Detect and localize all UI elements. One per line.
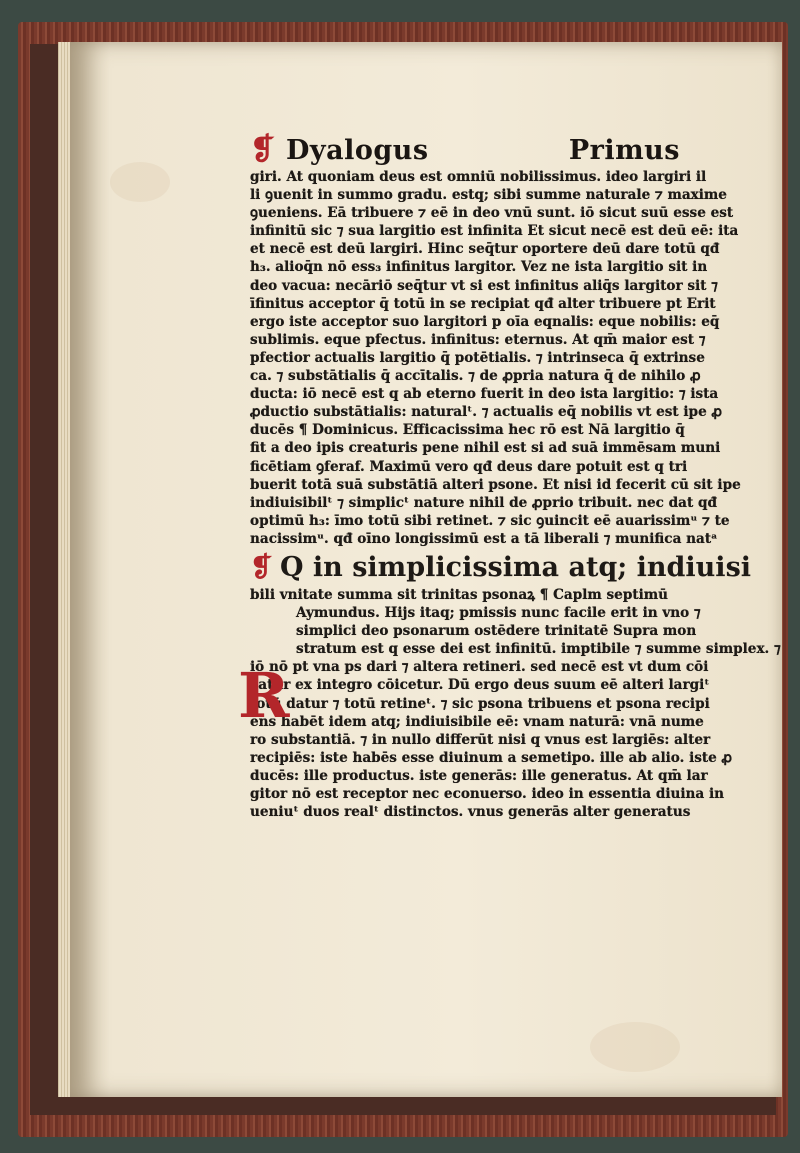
text-line: ens habēt idem atq; indiuisibile eē: vnam naturā: vnā nume [250, 713, 704, 730]
body-lines [250, 168, 741, 548]
text-line: ꝯueniens. Eā tribuere ⁊ eē in deo vnū sunt. iō sicut suū esse est [250, 205, 734, 222]
text-block [250, 132, 781, 821]
header-right: Primus [568, 135, 680, 166]
text-line: nacissimᵘ. qđ oīno longissimū est a tā liberali ⁊ munifica natᵃ [250, 530, 718, 547]
text-line: infinitū sic ⁊ sua largitio est infinita Et sicut necē est deū eē: ita [250, 223, 739, 240]
text-line: li ꝯuenit in summo gradu. estq; sibi summe naturale ⁊ maxime [250, 187, 727, 204]
text-line: fit a deo ipis creaturis pene nihil est si ad suā immēsam muni [250, 440, 721, 457]
text-line: optimū h₃: īmo totū sibi retinet. ⁊ sic ꝯuincit eē auarissimᵘ ⁊ te [250, 512, 730, 529]
dropcap-initial: R [238, 659, 290, 732]
text-line: ducta: iō necē est q ab eterno fuerit in deo ista largitio: ⁊ ista [250, 386, 719, 403]
paragraph-mark-icon: ❡ [250, 132, 276, 167]
running-header [250, 132, 710, 166]
foxing-stain [110, 162, 170, 202]
text-line: bili vnitate summa sit trinitas psonaꝝ ¶ Caplm septimū [250, 586, 669, 603]
text-line: ro substantiā. ⁊ in nullo differūt nisi q vnus est largiēs: alter [250, 731, 711, 748]
lower-lines [250, 586, 781, 821]
text-line: stratum est q esse dei est infinitū. imptibile ⁊ summe simplex. ⁊ [296, 641, 781, 658]
text-line: ducēs ¶ Dominicus. Efficacissima hec rō est Nā largitio q̄ [250, 422, 685, 439]
text-line: ducēs: ille productus. iste generās: ille generatus. At qm̄ lar [250, 767, 708, 784]
chapter-heading-text: Q in simplicissima atq; indiuisi [280, 551, 752, 583]
text-line: gitor nō est receptor nec econuerso. ideo in essentia diuina in [250, 786, 725, 802]
text-line: ueniuᵗ duos realᵗ distinctos. vnus generās alter generatus [250, 804, 691, 821]
text-line: īfinitus acceptor q̄ totū in se recipiat qđ alter tribuere pt Erit [250, 295, 716, 312]
text-line: h₃. alioq̄n nō ess₃ infinitus largitor. Vez ne ista largitio sit in [250, 259, 708, 276]
text-line: giri. At quoniam deus est omniū nobilissimus. ideo largiri il [250, 169, 707, 185]
text-line: iō nō pt vna ps dari ⁊ altera retineri. sed necē est vt dum cōi [250, 659, 709, 676]
text-line: simplici deo psonarum ostēdere trinitatē Supra mon [296, 623, 697, 640]
text-line: catur ex integro cōicetur. Dū ergo deus suum eē alteri largiᵗ [250, 677, 710, 694]
text-line: ficētiam ꝯferaf. Maximū vero qđ deus dare potuit est q tri [250, 458, 688, 475]
header-left: Dyalogus [286, 135, 429, 166]
text-line: ergo iste acceptor suo largitori p oīa eqnalis: eque nobilis: eq̄ [250, 313, 720, 330]
text-line: ꝓductio substātialis: naturalᵗ. ⁊ actualis eq̄ nobilis vt est ipe ꝓ [250, 404, 722, 421]
paragraph-mark-icon: ❡ [250, 551, 273, 583]
foxing-stain [590, 1022, 680, 1072]
text-line: pfectior actualis largitio q̄ potētialis. ⁊ intrinseca q̄ extrinse [250, 349, 705, 366]
text-line: deo vacua: necāriō seq̄tur vt si est infinitus aliq̄s largitor sit ⁊ [250, 277, 718, 294]
text-line: totū datur ⁊ totū retineᵗ. ⁊ sic psona tribuens et psona recipi [250, 695, 710, 712]
text-line: ca. ⁊ substātialis q̄ accītalis. ⁊ de ꝓpria natura q̄ de nihilo ꝓ [250, 368, 701, 385]
text-line: indiuisibilᵗ ⁊ simplicᵗ nature nihil de ꝓprio tribuit. nec dat qđ [250, 494, 717, 511]
text-line: et necē est deū largiri. Hinc seq̄tur oportere deū dare totū qđ [250, 241, 720, 258]
text-line: recipiēs: iste habēs esse diuinum a semetipo. ille ab alio. iste ꝓ [250, 749, 733, 766]
text-line: sublimis. eque pfectus. infinitus: eternus. At qm̄ maior est ⁊ [250, 331, 706, 348]
text-line: buerit totā suā substātiā alteri psone. Et nisi id fecerit cū sit ipe [250, 476, 741, 493]
chapter-heading [250, 550, 752, 586]
text-line: Aymundus. Hijs itaq; pmissis nunc facile erit in vno ⁊ [296, 605, 701, 622]
